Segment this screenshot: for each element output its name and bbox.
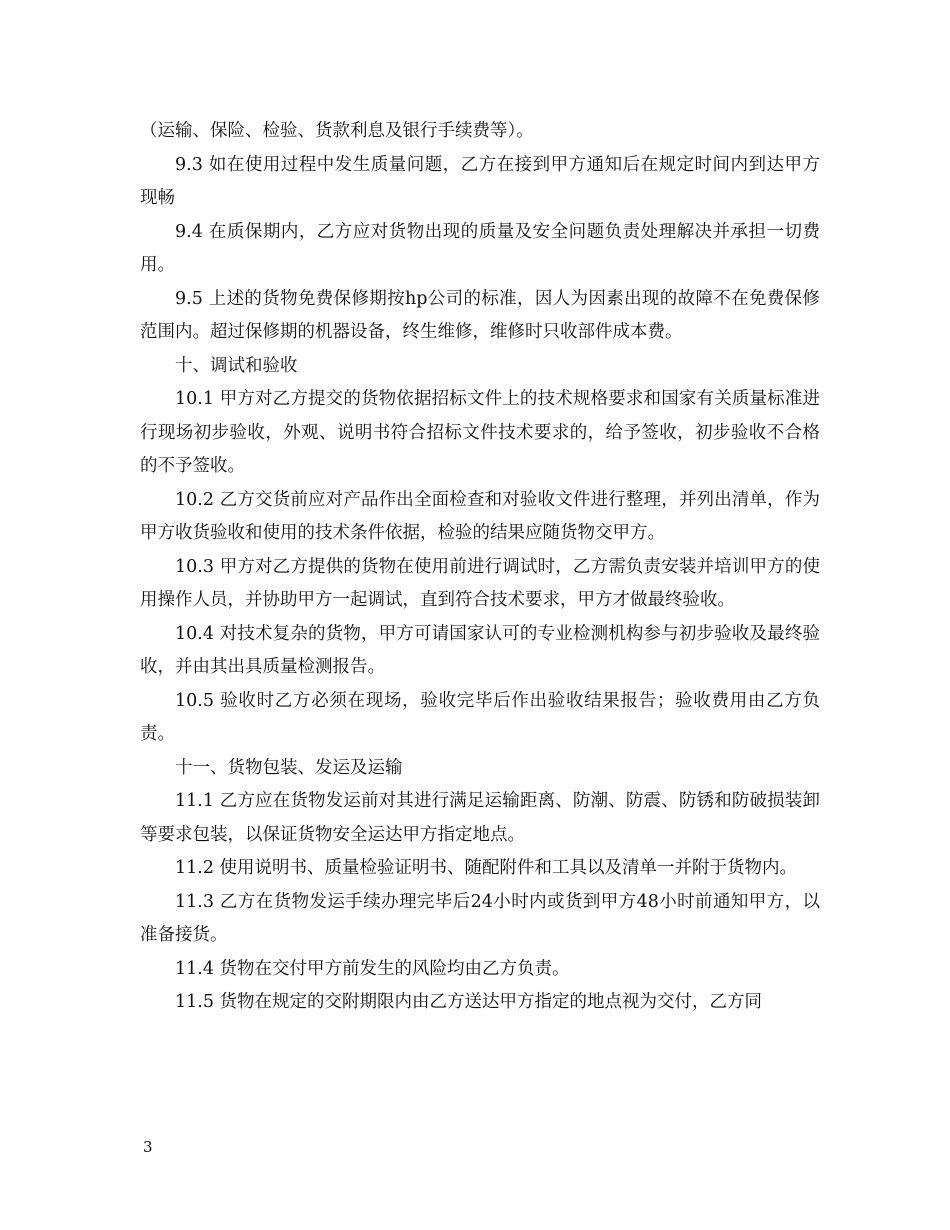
clause-10-2: 10.2 乙方交货前应对产品作出全面检查和对验收文件进行整理，并列出清单，作为甲方收货验收和使用的技术条件依据，检验的结果应随货物交甲方。 bbox=[140, 489, 820, 543]
clause-10-4: 10.4 对技术复杂的货物，甲方可请国家认可的专业检测机构参与初步验收及最终验收，并由其出具质量检测报告。 bbox=[140, 623, 820, 677]
page-number: 3 bbox=[143, 1138, 153, 1156]
clause-11-3: 11.3 乙方在货物发运手续办理完毕后24小时内或货到甲方48小时前通知甲方，以准备接货。 bbox=[140, 891, 820, 945]
body-text bbox=[140, 115, 820, 1020]
clause-10-1: 10.1 甲方对乙方提交的货物依据招标文件上的技术规格要求和国家有关质量标准进行现场初步验收，外观、说明书符合招标文件技术要求的，给予签收，初步验收不合格的不予签收。 bbox=[140, 389, 820, 476]
clause-11-2: 11.2 使用说明书、质量检验证明书、随配附件和工具以及清单一并附于货物内。 bbox=[175, 858, 798, 878]
clause-11-5: 11.5 货物在规定的交附期限内由乙方送达甲方指定的地点视为交付，乙方同 bbox=[175, 992, 763, 1012]
section-heading-11: 十一、货物包装、发运及运输 bbox=[175, 757, 403, 778]
clause-9-4: 9.4 在质保期内，乙方应对货物出现的质量及安全问题负责处理解决并承担一切费用。 bbox=[140, 221, 820, 275]
clause-10-3: 10.3 甲方对乙方提供的货物在使用前进行调试时，乙方需负责安装并培训甲方的使用操作人员，并协助甲方一起调试，直到符合技术要求，甲方才做最终验收。 bbox=[140, 556, 820, 610]
paragraph-continuation: （运输、保险、检验、货款利息及银行手续费等）。 bbox=[140, 121, 534, 141]
clause-9-5: 9.5 上述的货物免费保修期按hp公司的标准，因人为因素出现的故障不在免费保修范围内。超过保修期的机器设备，终生维修，维修时只收部件成本费。 bbox=[140, 288, 820, 342]
clause-11-4: 11.4 货物在交付甲方前发生的风险均由乙方负责。 bbox=[175, 958, 570, 979]
section-heading-10: 十、调试和验收 bbox=[175, 355, 298, 376]
clause-11-1: 11.1 乙方应在货物发运前对其进行满足运输距离、防潮、防震、防锈和防破损装卸等要求包装，以保证货物安全运达甲方指定地点。 bbox=[140, 791, 820, 845]
clause-9-3: 9.3 如在使用过程中发生质量问题，乙方在接到甲方通知后在规定时间内到达甲方现畅 bbox=[140, 154, 820, 208]
clause-10-5: 10.5 验收时乙方必须在现场，验收完毕后作出验收结果报告；验收费用由乙方负责。 bbox=[140, 690, 820, 744]
